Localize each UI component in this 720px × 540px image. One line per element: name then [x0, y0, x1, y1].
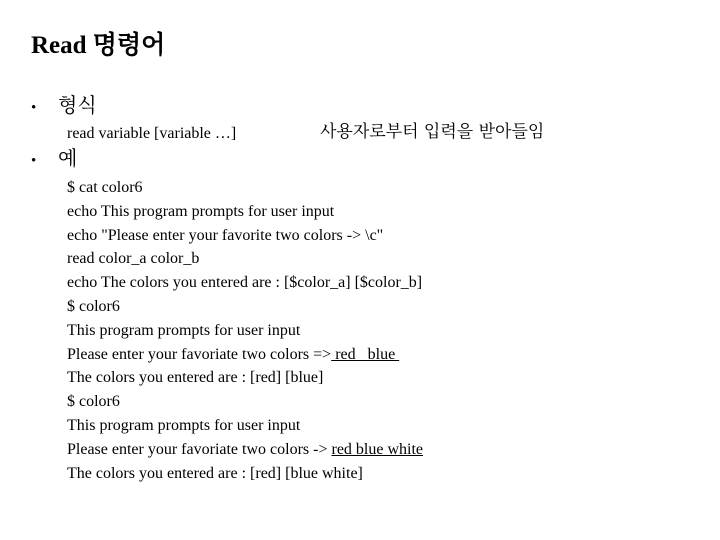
example-line: The colors you entered are : [red] [blue white] [67, 464, 363, 482]
example-line [67, 438, 423, 462]
example-line [67, 343, 423, 367]
example-line: This program prompts for user input [67, 416, 301, 434]
bullet-marker-example: • [31, 153, 37, 169]
user-input-text: red blue white [331, 440, 424, 458]
syntax-description: 사용자로부터 입력을 받아들임 [320, 122, 545, 142]
example-line: The colors you entered are : [red] [blue] [67, 369, 324, 387]
example-line: echo This program prompts for user input [67, 202, 335, 220]
example-code-block [67, 176, 423, 485]
slide-title: Read 명령어 [31, 32, 166, 59]
prompt-text: Please enter your favoriate two colors -> [67, 440, 332, 458]
user-input-text: red blue [331, 345, 400, 363]
bullet-label-example: 예 [58, 148, 78, 170]
prompt-text: Please enter your favoriate two colors => [67, 345, 332, 363]
example-line: $ color6 [67, 297, 120, 315]
example-line: $ cat color6 [67, 179, 143, 196]
example-line: echo "Please enter your favorite two colors -> \c" [67, 226, 384, 244]
example-line: $ color6 [67, 393, 120, 411]
syntax-command: read variable [variable …] [67, 125, 237, 142]
example-line: This program prompts for user input [67, 321, 301, 339]
bullet-label-format: 형식 [58, 95, 97, 117]
example-line: read color_a color_b [67, 250, 200, 268]
bullet-marker-format: • [31, 100, 37, 116]
example-line: echo The colors you entered are : [$color_a] [$color_b] [67, 274, 423, 292]
